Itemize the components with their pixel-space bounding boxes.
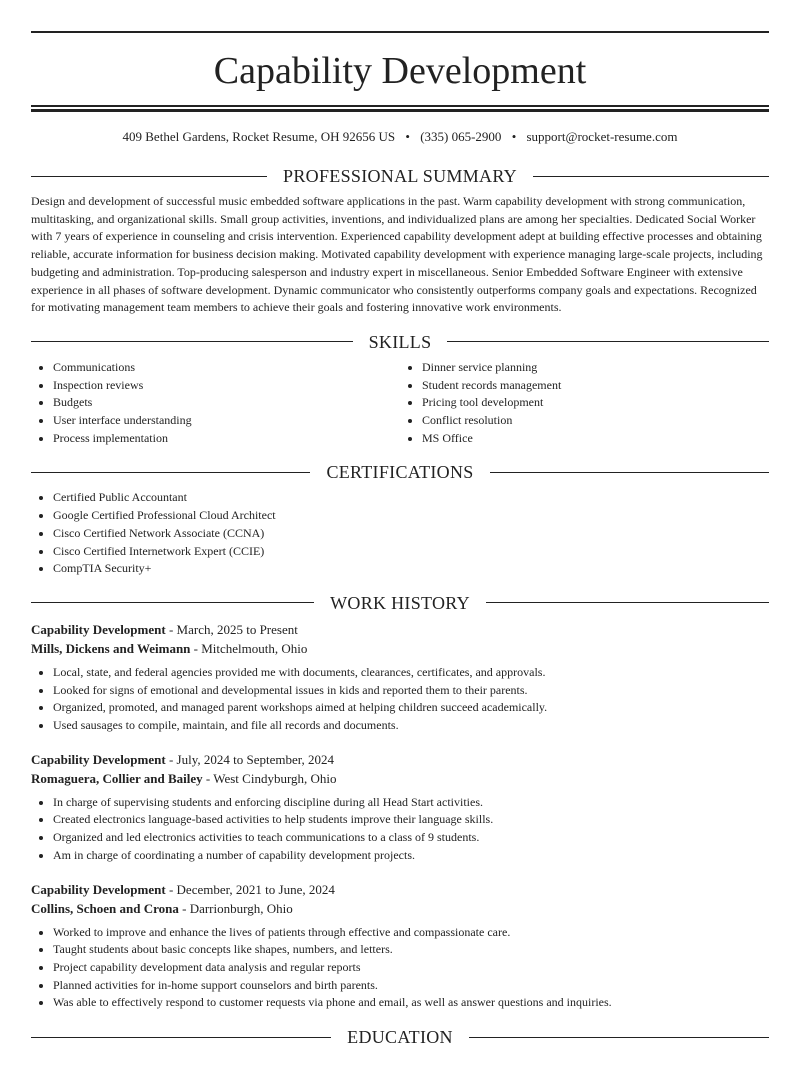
job-entry bbox=[31, 880, 769, 1013]
job-bullet: • Organized and led electronics activities to teach communications to a class of 9 students. bbox=[53, 829, 769, 847]
skill-item: • Student records management bbox=[422, 377, 769, 395]
certifications-title: CERTIFICATIONS bbox=[326, 462, 474, 483]
contact-phone[interactable]: (335) 065-2900 bbox=[420, 129, 502, 144]
job-bullet: • Worked to improve and enhance the lives of patients through effective and compassionate care. bbox=[53, 924, 769, 942]
heading-rule bbox=[31, 341, 353, 342]
job-location: - Darrionburgh, Ohio bbox=[178, 900, 293, 916]
job-bullet: • Created electronics language-based activities to help students improve their language skills. bbox=[53, 811, 769, 829]
skills-column-right bbox=[400, 359, 769, 448]
education-title: EDUCATION bbox=[347, 1027, 453, 1048]
header-double-rule bbox=[31, 105, 769, 112]
skill-item: • User interface understanding bbox=[53, 412, 400, 430]
job-title-line bbox=[31, 620, 769, 639]
job-title-line bbox=[31, 750, 769, 769]
skill-item: • Dinner service planning bbox=[422, 359, 769, 377]
job-dates: - December, 2021 to June, 2024 bbox=[165, 881, 335, 897]
heading-rule bbox=[469, 1037, 769, 1038]
top-rule bbox=[31, 31, 769, 33]
job-title-line bbox=[31, 880, 769, 899]
certification-item: • Cisco Certified Network Associate (CCNA) bbox=[53, 525, 769, 543]
skills-list bbox=[31, 359, 769, 448]
job-bullets bbox=[31, 794, 769, 865]
job-entry bbox=[31, 750, 769, 865]
certifications-list bbox=[31, 489, 769, 578]
job-location: - Mitchelmouth, Ohio bbox=[190, 640, 308, 656]
skill-item: • Budgets bbox=[53, 394, 400, 412]
job-title: Capability Development bbox=[31, 881, 166, 897]
resume-page bbox=[31, 31, 769, 1048]
job-bullets bbox=[31, 924, 769, 1013]
heading-rule bbox=[490, 472, 769, 473]
education-heading bbox=[31, 1026, 769, 1048]
contact-line bbox=[31, 129, 769, 145]
candidate-name: Capability Development bbox=[213, 50, 587, 92]
contact-address: 409 Bethel Gardens, Rocket Resume, OH 92656 US bbox=[122, 129, 396, 144]
job-bullet: • Project capability development data analysis and regular reports bbox=[53, 959, 769, 977]
summary-text: Design and development of successful music embedded software applications in the past. Warm capability development with strong communication, multitasking, and organizational skills. Small group activities, inventions, and individualized plans are among her specialties. Dedicated Social Worker with 7 years of experience in counseling and crisis intervention. Experienced capability development adept at building effective processes and obtaining reliable, accurate information for business decision making. Motivated capability development with experience managing large-scale projects, including budgeting and administration. Top-producing salesperson and industry expert in miscellaneous. Senior Embedded Software Engineer with extensive experience in all phases of software development. Dynamic communicator who consistently outperforms company goals and expectations. Recognized for motivating management team members to achieve their goals and fostering innovative work environments. bbox=[31, 194, 763, 315]
job-company-line bbox=[31, 899, 769, 918]
summary-heading bbox=[31, 165, 769, 187]
certification-item: • Cisco Certified Internetwork Expert (CCIE) bbox=[53, 543, 769, 561]
job-bullet: • Local, state, and federal agencies provided me with documents, clearances, certificates, and approvals. bbox=[53, 664, 769, 682]
certification-item: • Certified Public Accountant bbox=[53, 489, 769, 507]
heading-rule bbox=[533, 176, 769, 177]
contact-separator: • bbox=[405, 129, 410, 144]
job-title: Capability Development bbox=[31, 751, 166, 767]
skills-title: SKILLS bbox=[368, 331, 432, 352]
job-dates: - March, 2025 to Present bbox=[165, 621, 298, 637]
job-company: Romaguera, Collier and Bailey bbox=[31, 770, 203, 786]
job-bullet: • Was able to effectively respond to customer requests via phone and email, as well as answer questions and inquiries. bbox=[53, 994, 769, 1012]
work-history-heading bbox=[31, 592, 769, 614]
job-company: Mills, Dickens and Weimann bbox=[31, 640, 191, 656]
job-bullets bbox=[31, 664, 769, 735]
certification-item: • Google Certified Professional Cloud Architect bbox=[53, 507, 769, 525]
heading-rule bbox=[31, 602, 314, 603]
contact-separator: • bbox=[511, 129, 517, 144]
job-bullet: • Planned activities for in-home support counselors and birth parents. bbox=[53, 977, 769, 995]
skill-item: • Conflict resolution bbox=[422, 412, 769, 430]
job-title: Capability Development bbox=[31, 621, 166, 637]
heading-rule bbox=[486, 602, 769, 603]
job-bullet: • Taught students about basic concepts like shapes, numbers, and letters. bbox=[53, 941, 769, 959]
job-bullet: • Organized, promoted, and managed parent workshops aimed at helping children succeed academically. bbox=[53, 699, 769, 717]
skill-item: • Pricing tool development bbox=[422, 394, 769, 412]
job-company-line bbox=[31, 769, 769, 788]
skill-item: • Inspection reviews bbox=[53, 377, 400, 395]
heading-rule bbox=[31, 176, 267, 177]
skill-item: • Process implementation bbox=[53, 430, 400, 448]
job-bullet: • Looked for signs of emotional and developmental issues in kids and reported them to their parents. bbox=[53, 682, 769, 700]
heading-rule bbox=[447, 341, 769, 342]
skills-column-left bbox=[31, 359, 400, 448]
contact-email[interactable]: support@rocket-resume.com bbox=[526, 129, 678, 144]
job-bullet: • Am in charge of coordinating a number of capability development projects. bbox=[53, 847, 769, 865]
job-entry bbox=[31, 620, 769, 735]
job-dates: - July, 2024 to September, 2024 bbox=[165, 751, 335, 767]
job-company-line bbox=[31, 639, 769, 658]
job-bullet: • Used sausages to compile, maintain, and file all records and documents. bbox=[53, 717, 769, 735]
skills-heading bbox=[31, 331, 769, 353]
skill-item: • MS Office bbox=[422, 430, 769, 448]
heading-rule bbox=[31, 472, 310, 473]
job-location: - West Cindyburgh, Ohio bbox=[202, 770, 337, 786]
certifications-heading bbox=[31, 461, 769, 483]
job-bullet: • In charge of supervising students and enforcing discipline during all Head Start activities. bbox=[53, 794, 769, 812]
heading-rule bbox=[31, 1037, 331, 1038]
summary-title: PROFESSIONAL SUMMARY bbox=[283, 166, 517, 186]
work-history-title: WORK HISTORY bbox=[330, 592, 470, 613]
certification-item: • CompTIA Security+ bbox=[53, 560, 769, 578]
job-company: Collins, Schoen and Crona bbox=[31, 900, 179, 916]
skill-item: • Communications bbox=[53, 359, 400, 377]
